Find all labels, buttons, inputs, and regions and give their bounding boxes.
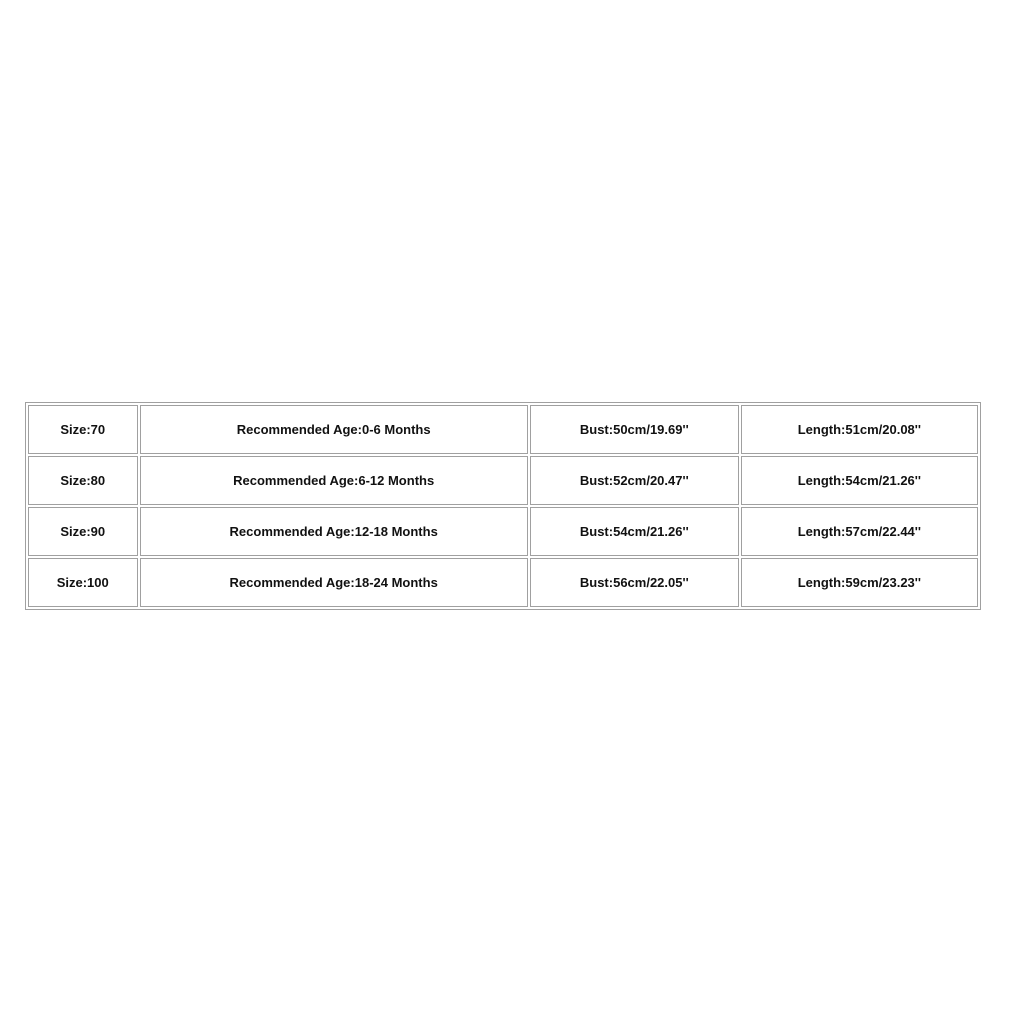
table-row — [28, 405, 978, 454]
size-cell: Size:70 — [28, 405, 138, 454]
length-cell: Length:57cm/22.44'' — [741, 507, 978, 556]
size-cell: Size:80 — [28, 456, 138, 505]
recommended-age-cell: Recommended Age:18-24 Months — [140, 558, 528, 607]
bust-cell: Bust:56cm/22.05'' — [530, 558, 739, 607]
recommended-age-cell: Recommended Age:0-6 Months — [140, 405, 528, 454]
bust-cell: Bust:52cm/20.47'' — [530, 456, 739, 505]
recommended-age-cell: Recommended Age:12-18 Months — [140, 507, 528, 556]
size-chart-table — [25, 402, 981, 610]
length-cell: Length:54cm/21.26'' — [741, 456, 978, 505]
table-row — [28, 456, 978, 505]
table-row — [28, 507, 978, 556]
recommended-age-cell: Recommended Age:6-12 Months — [140, 456, 528, 505]
length-cell: Length:51cm/20.08'' — [741, 405, 978, 454]
size-cell: Size:90 — [28, 507, 138, 556]
bust-cell: Bust:54cm/21.26'' — [530, 507, 739, 556]
table-row — [28, 558, 978, 607]
length-cell: Length:59cm/23.23'' — [741, 558, 978, 607]
size-cell: Size:100 — [28, 558, 138, 607]
bust-cell: Bust:50cm/19.69'' — [530, 405, 739, 454]
